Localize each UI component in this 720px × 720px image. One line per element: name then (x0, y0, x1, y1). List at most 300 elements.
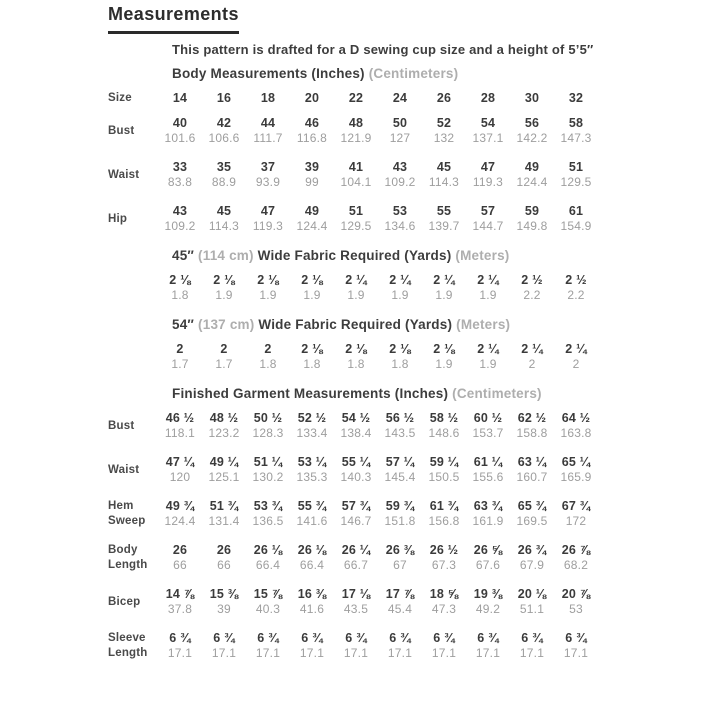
measurement-row (108, 455, 720, 485)
cm-value: 17.1 (519, 646, 545, 660)
meters-value: 1.9 (259, 288, 277, 302)
cm-value: 140.3 (340, 470, 372, 484)
fabric-cell (378, 342, 422, 372)
cm-value: 169.5 (516, 514, 548, 528)
inches-value: 53 (392, 204, 408, 218)
cm-value: 109.2 (164, 219, 196, 233)
size-value: 24 (392, 91, 408, 105)
inches-value: 17 ⅛ (341, 587, 371, 601)
row-label: Hem Sweep (108, 500, 146, 527)
size-value: 20 (304, 91, 320, 105)
yards-value: 2 ¼ (345, 273, 367, 287)
cm-value: 118.1 (164, 426, 196, 440)
measurement-cell (202, 160, 246, 190)
measurement-cell (378, 587, 422, 617)
inches-value: 52 (436, 116, 452, 130)
cm-value: 66.4 (299, 558, 325, 572)
measurement-cell (290, 543, 334, 573)
cm-value: 127 (389, 131, 411, 145)
inches-value: 19 ⅜ (473, 587, 503, 601)
cm-value: 41.6 (299, 602, 325, 616)
fabric-cell (510, 273, 554, 303)
inches-value: 56 (524, 116, 540, 130)
measurement-cell (510, 160, 554, 190)
cm-value: 40.3 (255, 602, 281, 616)
fabric-cell (290, 342, 334, 372)
yards-value: 2 ¼ (521, 342, 543, 356)
row-label: Bust (108, 419, 135, 432)
inches-value: 33 (172, 160, 188, 174)
inches-value: 6 ¾ (389, 631, 411, 645)
inches-value: 45 (436, 160, 452, 174)
inches-value: 57 ¾ (341, 499, 371, 513)
meters-value: 1.7 (171, 357, 189, 371)
measurement-cell (510, 499, 554, 529)
inches-value: 50 (392, 116, 408, 130)
meters-value: 1.7 (215, 357, 233, 371)
cm-value: 133.4 (296, 426, 328, 440)
cm-value: 45.4 (387, 602, 413, 616)
inches-value: 6 ¾ (213, 631, 235, 645)
page-title: Measurements (108, 4, 239, 34)
size-cell (290, 91, 334, 106)
measurement-cell (466, 499, 510, 529)
measurement-cell (202, 499, 246, 529)
heading-main: Finished Garment Measurements (Inches) (172, 386, 449, 401)
cm-value: 47.3 (431, 602, 457, 616)
size-value: 32 (568, 91, 584, 105)
fabric-54-section (108, 317, 720, 372)
size-cell (246, 91, 290, 106)
cm-value: 66 (217, 558, 231, 572)
cm-value: 124.4 (296, 219, 328, 233)
measurement-cell (246, 543, 290, 573)
fabric-cell (554, 273, 598, 303)
fabric-cell (554, 342, 598, 372)
inches-value: 26 ⅜ (385, 543, 415, 557)
yards-value: 2 ⅛ (257, 273, 279, 287)
measurement-cell (334, 543, 378, 573)
fabric-cell (334, 273, 378, 303)
measurement-row (108, 116, 720, 146)
cm-value: 124.4 (164, 514, 196, 528)
inches-value: 6 ¾ (345, 631, 367, 645)
inches-value: 58 (568, 116, 584, 130)
measurement-cell (422, 411, 466, 441)
cm-value: 111.7 (253, 131, 283, 145)
cm-value: 119.3 (252, 219, 284, 233)
measurement-cell (466, 116, 510, 146)
fabric-width-cm-label: (137 cm) (198, 317, 255, 332)
measurement-cell (158, 455, 202, 485)
inches-value: 26 ⅛ (253, 543, 283, 557)
size-cell (554, 91, 598, 106)
cm-value: 99 (305, 175, 319, 189)
cm-value: 158.8 (516, 426, 548, 440)
cm-value: 37.8 (167, 602, 193, 616)
inches-value: 65 ¾ (517, 499, 547, 513)
heading-suffix: (Meters) (456, 317, 511, 332)
cm-value: 142.2 (516, 131, 548, 145)
cm-value: 154.9 (560, 219, 592, 233)
measurement-cell (158, 499, 202, 529)
cm-value: 129.5 (340, 219, 372, 233)
cm-value: 144.7 (472, 219, 504, 233)
yards-value: 2 ¼ (477, 273, 499, 287)
yards-value: 2 ½ (521, 273, 543, 287)
measurement-cell (158, 587, 202, 617)
inches-value: 57 (480, 204, 496, 218)
fabric-cell (246, 273, 290, 303)
inches-value: 20 ⅛ (517, 587, 547, 601)
measurement-cell (510, 411, 554, 441)
inches-value: 47 (480, 160, 496, 174)
yards-value: 2 ⅛ (213, 273, 235, 287)
measurement-cell (290, 160, 334, 190)
size-row-label: Size (108, 92, 132, 105)
measurement-cell (202, 455, 246, 485)
inches-value: 57 ¼ (385, 455, 415, 469)
inches-value: 51 (568, 160, 584, 174)
yards-value: 2 (220, 342, 228, 356)
measurement-cell (510, 204, 554, 234)
fabric-cell (378, 273, 422, 303)
cm-value: 67.6 (475, 558, 501, 572)
cm-value: 124.4 (516, 175, 548, 189)
inches-value: 48 (348, 116, 364, 130)
measurement-cell (554, 631, 598, 661)
measurement-row (108, 631, 720, 661)
cm-value: 121.9 (340, 131, 372, 145)
size-value: 22 (348, 91, 364, 105)
measurement-cell (334, 204, 378, 234)
measurement-cell (466, 631, 510, 661)
size-value: 14 (172, 91, 188, 105)
yards-value: 2 (176, 342, 184, 356)
fabric-cell (158, 342, 202, 372)
measurement-cell (334, 411, 378, 441)
fabric-cell (202, 342, 246, 372)
fabric-54-heading (172, 317, 720, 332)
size-value: 28 (480, 91, 496, 105)
cm-value: 143.5 (384, 426, 416, 440)
cm-value: 128.3 (252, 426, 284, 440)
cm-value: 51.1 (519, 602, 545, 616)
measurement-cell (554, 587, 598, 617)
inches-value: 37 (260, 160, 276, 174)
cm-value: 119.3 (472, 175, 504, 189)
cm-value: 116.8 (296, 131, 328, 145)
inches-value: 49 ¾ (165, 499, 195, 513)
measurement-cell (334, 116, 378, 146)
inches-value: 61 ¾ (429, 499, 459, 513)
measurement-row (108, 411, 720, 441)
cm-value: 132 (433, 131, 455, 145)
inches-value: 51 ¼ (253, 455, 283, 469)
cm-value: 153.7 (472, 426, 504, 440)
yards-value: 2 ¼ (565, 342, 587, 356)
fabric-cell (466, 273, 510, 303)
size-value: 30 (524, 91, 540, 105)
inches-value: 49 (304, 204, 320, 218)
measurement-cell (510, 543, 554, 573)
measurement-cell (158, 543, 202, 573)
cm-value: 17.1 (563, 646, 589, 660)
measurement-row (108, 587, 720, 617)
cm-value: 49.2 (475, 602, 501, 616)
inches-value: 54 ½ (341, 411, 371, 425)
measurement-row (108, 543, 720, 573)
inches-value: 63 ¼ (517, 455, 547, 469)
measurement-cell (422, 160, 466, 190)
measurement-cell (378, 455, 422, 485)
cm-value: 114.3 (428, 175, 460, 189)
measurement-cell (554, 160, 598, 190)
size-row (108, 91, 720, 106)
cm-value: 43.5 (343, 602, 369, 616)
measurement-cell (510, 587, 554, 617)
meters-value: 2.2 (567, 288, 585, 302)
inches-value: 54 (480, 116, 496, 130)
inches-value: 26 ¼ (341, 543, 371, 557)
cm-value: 93.9 (255, 175, 281, 189)
inches-value: 26 ¾ (517, 543, 547, 557)
measurement-cell (334, 631, 378, 661)
cm-value: 67.9 (519, 558, 545, 572)
meters-value: 1.9 (479, 357, 497, 371)
cm-value: 129.5 (560, 175, 592, 189)
inches-value: 41 (348, 160, 364, 174)
heading-main: Body Measurements (Inches) (172, 66, 365, 81)
meters-value: 2 (528, 357, 536, 371)
cm-value: 163.8 (560, 426, 592, 440)
cm-value: 155.6 (472, 470, 504, 484)
measurement-cell (378, 631, 422, 661)
row-label: Bicep (108, 595, 141, 608)
inches-value: 53 ¾ (253, 499, 283, 513)
cm-value: 17.1 (387, 646, 413, 660)
heading-suffix: (Meters) (455, 248, 510, 263)
measurement-cell (290, 499, 334, 529)
inches-value: 55 (436, 204, 452, 218)
measurement-cell (554, 455, 598, 485)
fabric-cell (246, 342, 290, 372)
inches-value: 6 ¾ (301, 631, 323, 645)
row-label: Bust (108, 124, 135, 137)
cm-value: 150.5 (428, 470, 460, 484)
cm-value: 146.7 (340, 514, 372, 528)
size-cell (510, 91, 554, 106)
inches-value: 52 ½ (297, 411, 327, 425)
inches-value: 6 ¾ (521, 631, 543, 645)
cm-value: 148.6 (428, 426, 460, 440)
measurement-cell (422, 587, 466, 617)
measurement-cell (422, 631, 466, 661)
measurement-cell (422, 204, 466, 234)
cm-value: 138.4 (340, 426, 372, 440)
inches-value: 58 ½ (429, 411, 459, 425)
cm-value: 68.2 (563, 558, 589, 572)
body-measurement-rows (108, 116, 720, 234)
heading-main: Wide Fabric Required (Yards) (258, 317, 453, 332)
cm-value: 67.3 (431, 558, 457, 572)
measurement-cell (422, 543, 466, 573)
fabric-54-row (108, 342, 720, 372)
measurement-cell (510, 116, 554, 146)
inches-value: 17 ⅞ (385, 587, 415, 601)
yards-value: 2 ¼ (389, 273, 411, 287)
body-measurements-heading (172, 66, 720, 81)
finished-garment-heading (172, 386, 720, 401)
inches-value: 67 ¾ (561, 499, 591, 513)
measurement-cell (466, 160, 510, 190)
cm-value: 165.9 (560, 470, 592, 484)
inches-value: 43 (392, 160, 408, 174)
cm-value: 104.1 (340, 175, 372, 189)
meters-value: 1.8 (259, 357, 277, 371)
measurement-cell (554, 499, 598, 529)
size-value: 18 (260, 91, 276, 105)
yards-value: 2 ⅛ (345, 342, 367, 356)
inches-value: 46 (304, 116, 320, 130)
cm-value: 149.8 (516, 219, 548, 233)
inches-value: 26 (216, 543, 232, 557)
meters-value: 1.9 (435, 357, 453, 371)
measurement-cell (202, 543, 246, 573)
cm-value: 17.1 (211, 646, 237, 660)
fabric-width-label: 45″ (172, 248, 195, 263)
inches-value: 59 ¼ (429, 455, 459, 469)
measurement-cell (202, 631, 246, 661)
fabric-cell (422, 342, 466, 372)
measurement-cell (158, 411, 202, 441)
measurement-cell (466, 411, 510, 441)
cm-value: 53 (569, 602, 583, 616)
cm-value: 125.1 (208, 470, 240, 484)
fabric-cell (466, 342, 510, 372)
cm-value: 83.8 (167, 175, 193, 189)
cm-value: 160.7 (516, 470, 548, 484)
inches-value: 18 ⅝ (429, 587, 459, 601)
inches-value: 6 ¾ (169, 631, 191, 645)
inches-value: 53 ¼ (297, 455, 327, 469)
cm-value: 67 (393, 558, 407, 572)
inches-value: 48 ½ (209, 411, 239, 425)
cm-value: 137.1 (472, 131, 504, 145)
measurement-cell (466, 587, 510, 617)
cm-value: 66.4 (255, 558, 281, 572)
inches-value: 26 ⅝ (473, 543, 503, 557)
inches-value: 65 ¼ (561, 455, 591, 469)
measurement-cell (378, 160, 422, 190)
yards-value: 2 ⅛ (169, 273, 191, 287)
measurement-cell (466, 543, 510, 573)
meters-value: 1.8 (303, 357, 321, 371)
yards-value: 2 ⅛ (301, 342, 323, 356)
measurement-cell (246, 411, 290, 441)
cm-value: 17.1 (299, 646, 325, 660)
measurement-cell (290, 631, 334, 661)
inches-value: 60 ½ (473, 411, 503, 425)
fabric-width-label: 54″ (172, 317, 195, 332)
measurement-cell (378, 116, 422, 146)
inches-value: 15 ⅜ (209, 587, 239, 601)
cm-value: 161.9 (472, 514, 504, 528)
cm-value: 135.3 (296, 470, 328, 484)
cm-value: 114.3 (208, 219, 240, 233)
inches-value: 39 (304, 160, 320, 174)
inches-value: 6 ¾ (433, 631, 455, 645)
inches-value: 20 ⅞ (561, 587, 591, 601)
measurement-cell (554, 116, 598, 146)
inches-value: 59 (524, 204, 540, 218)
measurement-cell (554, 411, 598, 441)
inches-value: 64 ½ (561, 411, 591, 425)
yards-value: 2 ¼ (433, 273, 455, 287)
measurement-cell (246, 499, 290, 529)
yards-value: 2 ⅛ (433, 342, 455, 356)
measurement-cell (202, 411, 246, 441)
meters-value: 1.8 (171, 288, 189, 302)
inches-value: 49 (524, 160, 540, 174)
inches-value: 6 ¾ (477, 631, 499, 645)
yards-value: 2 ⅛ (301, 273, 323, 287)
measurement-cell (334, 455, 378, 485)
cm-value: 136.5 (252, 514, 284, 528)
measurement-cell (378, 499, 422, 529)
measurement-cell (554, 204, 598, 234)
measurement-row (108, 499, 720, 529)
meters-value: 1.9 (435, 288, 453, 302)
inches-value: 26 (172, 543, 188, 557)
fabric-45-section (108, 248, 720, 303)
yards-value: 2 ½ (565, 273, 587, 287)
yards-value: 2 ¼ (477, 342, 499, 356)
cm-value: 172 (565, 514, 587, 528)
measurement-cell (378, 543, 422, 573)
measurement-cell (422, 455, 466, 485)
inches-value: 6 ¾ (565, 631, 587, 645)
measurement-cell (290, 116, 334, 146)
cm-value: 123.2 (208, 426, 240, 440)
cm-value: 106.6 (208, 131, 240, 145)
measurement-cell (246, 455, 290, 485)
measurement-cell (422, 116, 466, 146)
cm-value: 147.3 (560, 131, 592, 145)
size-value: 26 (436, 91, 452, 105)
cm-value: 131.4 (208, 514, 240, 528)
measurement-cell (158, 116, 202, 146)
meters-value: 1.9 (303, 288, 321, 302)
measurement-cell (334, 587, 378, 617)
measurement-cell (158, 160, 202, 190)
heading-suffix: (Centimeters) (368, 66, 459, 81)
fabric-cell (290, 273, 334, 303)
measurement-row (108, 204, 720, 234)
inches-value: 61 ¼ (473, 455, 503, 469)
inches-value: 26 ⅞ (561, 543, 591, 557)
inches-value: 40 (172, 116, 188, 130)
inches-value: 49 ¼ (209, 455, 239, 469)
cm-value: 17.1 (343, 646, 369, 660)
heading-main: Wide Fabric Required (Yards) (257, 248, 452, 263)
measurement-cell (246, 631, 290, 661)
cm-value: 109.2 (384, 175, 416, 189)
measurement-cell (334, 160, 378, 190)
finished-garment-rows (108, 411, 720, 661)
size-cell (378, 91, 422, 106)
size-cell (466, 91, 510, 106)
